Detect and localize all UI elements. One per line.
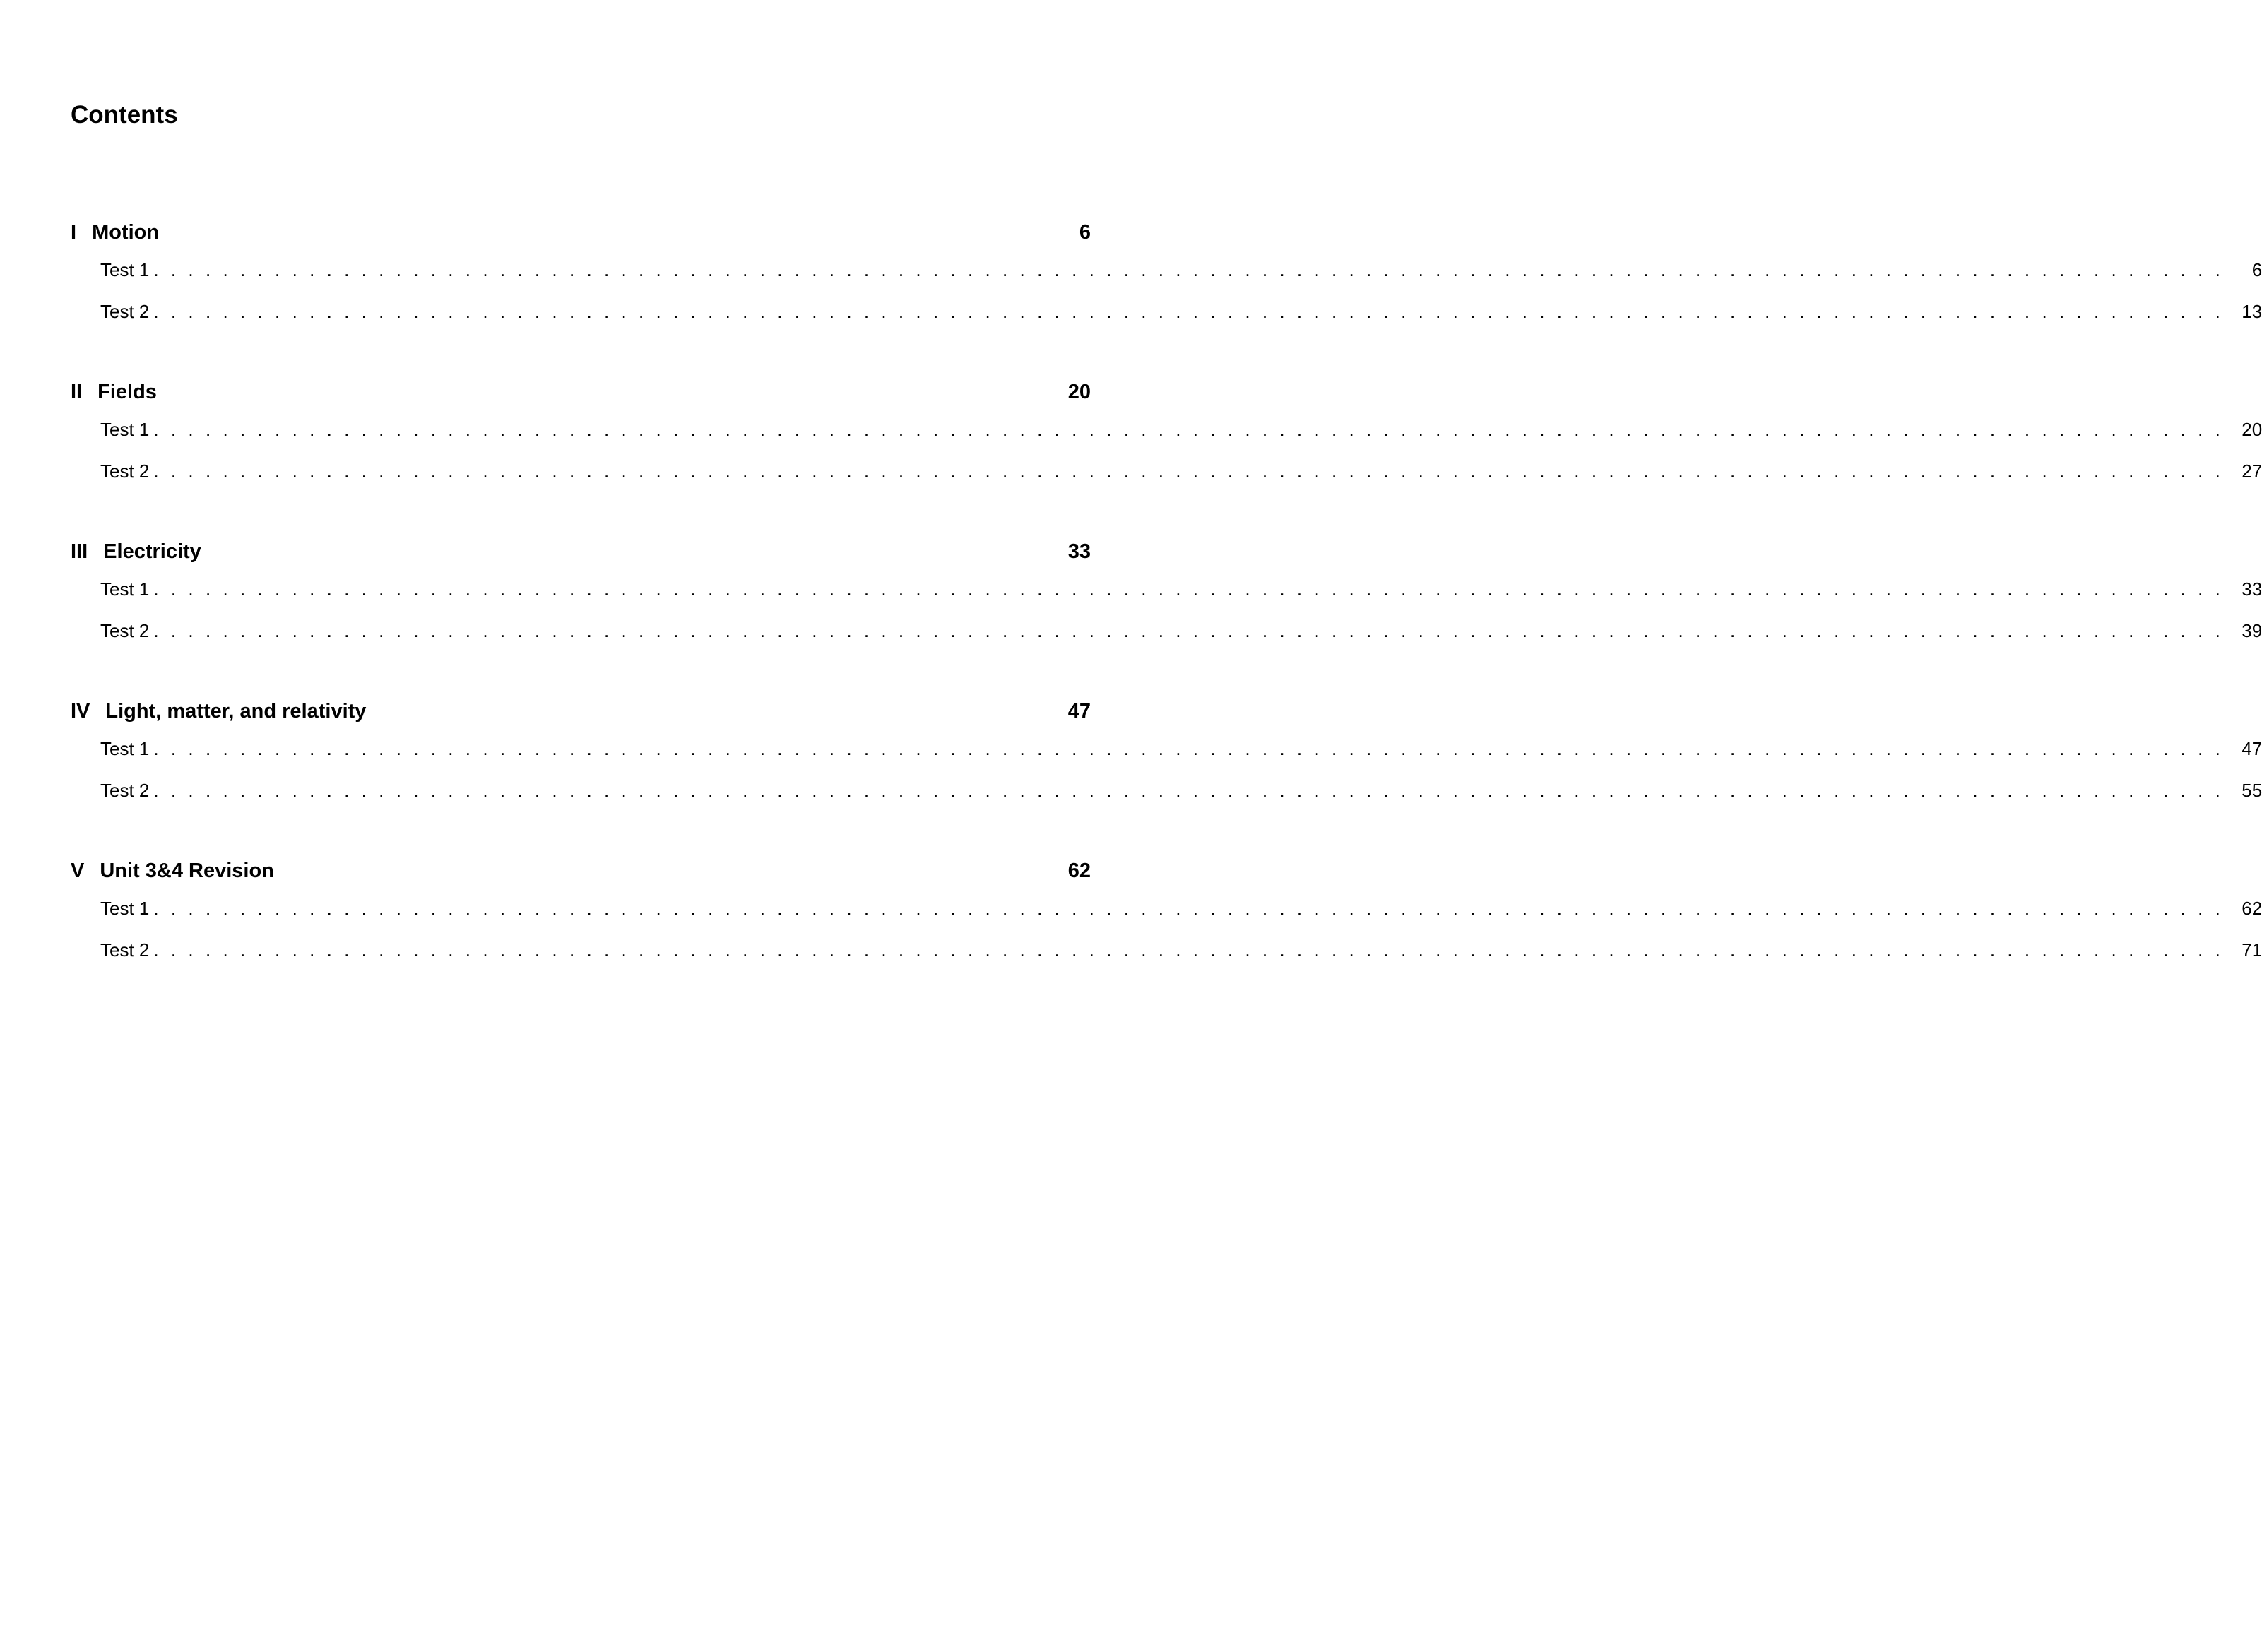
entry-label: Test 1 (100, 738, 150, 759)
entry-label: Test 1 (100, 259, 150, 280)
entry-page-number: 47 (2242, 738, 2262, 759)
toc-entry[interactable] (100, 929, 2262, 971)
part-number: II (71, 381, 83, 403)
entry-label: Test 2 (100, 780, 150, 801)
dot-leader: ........................................................................................................................ (153, 780, 2233, 801)
toc-entry[interactable] (100, 409, 2262, 451)
entry-page-number: 39 (2242, 620, 2262, 641)
entry-page-number: 71 (2242, 939, 2262, 961)
toc-entry[interactable] (100, 249, 2262, 291)
entry-label: Test 2 (100, 620, 150, 641)
toc-entry[interactable] (100, 291, 2262, 333)
toc-part-heading[interactable] (71, 694, 1091, 728)
dot-leader: ........................................................................................................................ (153, 460, 2233, 482)
toc-part-heading[interactable] (71, 375, 1091, 409)
entry-label: Test 2 (100, 460, 150, 482)
toc-entry[interactable] (100, 770, 2262, 812)
entry-label: Test 2 (100, 939, 150, 961)
entry-label: Test 1 (100, 578, 150, 600)
entry-label: Test 2 (100, 301, 150, 322)
part-title: Light, matter, and relativity (105, 700, 367, 723)
toc-part (71, 854, 2262, 971)
toc-part (71, 535, 2262, 652)
table-of-contents (71, 215, 2262, 1014)
entry-page-number: 55 (2242, 780, 2262, 801)
dot-leader: ........................................................................................................................ (153, 738, 2233, 759)
entry-page-number: 13 (2242, 301, 2262, 322)
toc-part-heading[interactable] (71, 215, 1091, 249)
toc-part (71, 215, 2262, 333)
part-title: Fields (97, 381, 157, 403)
toc-part-heading[interactable] (71, 535, 1091, 569)
dot-leader: ........................................................................................................................ (153, 898, 2233, 919)
toc-entry[interactable] (100, 610, 2262, 652)
entry-page-number: 6 (2251, 259, 2262, 280)
dot-leader: ........................................................................................................................ (153, 259, 2233, 280)
page-title: Contents (71, 101, 178, 129)
part-title: Electricity (103, 540, 201, 563)
part-number: V (71, 860, 85, 882)
part-page-number: 20 (1067, 381, 1091, 403)
toc-entries (71, 888, 2262, 971)
entry-page-number: 33 (2242, 578, 2262, 600)
toc-part (71, 694, 2262, 812)
toc-entry[interactable] (100, 451, 2262, 492)
part-page-number: 62 (1067, 860, 1091, 882)
entry-page-number: 20 (2242, 419, 2262, 440)
toc-entries (71, 409, 2262, 492)
toc-entries (71, 728, 2262, 812)
entry-label: Test 1 (100, 898, 150, 919)
toc-entry[interactable] (100, 569, 2262, 610)
dot-leader: ........................................................................................................................ (153, 419, 2233, 440)
part-number: III (71, 540, 88, 563)
part-title: Motion (92, 221, 160, 244)
entry-label: Test 1 (100, 419, 150, 440)
part-number: I (71, 221, 77, 244)
dot-leader: ........................................................................................................................ (153, 301, 2233, 322)
toc-entries (71, 569, 2262, 652)
part-number: IV (71, 700, 90, 723)
dot-leader: ........................................................................................................................ (153, 578, 2233, 600)
part-title: Unit 3&4 Revision (100, 860, 274, 882)
entry-page-number: 62 (2242, 898, 2262, 919)
toc-entry[interactable] (100, 728, 2262, 770)
dot-leader: ........................................................................................................................ (153, 620, 2233, 641)
part-page-number: 6 (1079, 221, 1091, 244)
toc-entry[interactable] (100, 888, 2262, 929)
toc-entries (71, 249, 2262, 333)
toc-part (71, 375, 2262, 492)
part-page-number: 47 (1067, 700, 1091, 723)
entry-page-number: 27 (2242, 460, 2262, 482)
dot-leader: ........................................................................................................................ (153, 939, 2233, 961)
part-page-number: 33 (1067, 540, 1091, 563)
toc-part-heading[interactable] (71, 854, 1091, 888)
